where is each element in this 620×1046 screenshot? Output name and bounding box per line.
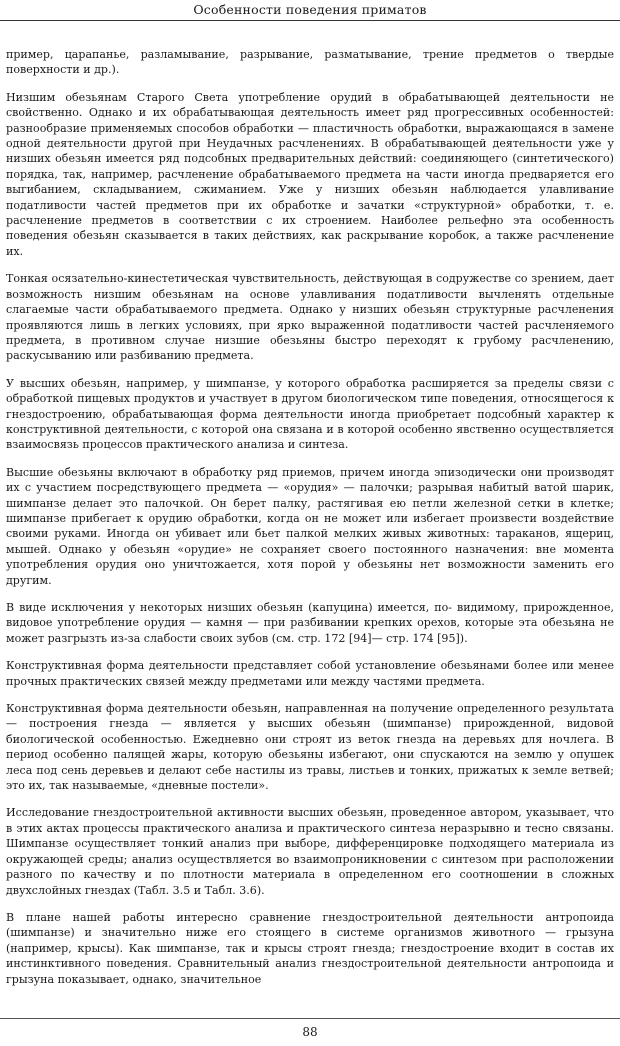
- paragraph-capuchin-exception: В виде исключения у некоторых низших обезьян (капуцина) имеется, по- видимому, прирожденное, видовое употребление орудия — камня — при разбивании крепких орехов, которые эта обезьяна не может разгрызть из-за слабости своих зубов (см. стр. 172 [94]— стр. 174 [95]).: [6, 601, 614, 645]
- paragraph-tactile-sensitivity: Тонкая осязательно-кинестетическая чувствительность, действующая в содружестве со зрением, дает возможность низшим обезьянам на основе улавливания податливости вычленять отдельные слагаемые части обрабатываемого предмета. Однако у низших обезьян структурные расчленения проявляются лишь в легких условиях, при ярко выраженной податливости частей расчленяемого предмета, в противном случае низшие обезьяны быстро переходят к грубому расчленению, раскусыванию или разбиванию предмета.: [6, 272, 614, 363]
- running-title: Особенности поведения приматов: [193, 2, 427, 17]
- paragraph-constructive-form-definition: Конструктивная форма деятельности представляет собой установление обезьянами более или менее прочных практических связей между предметами или между частями предмета.: [6, 659, 614, 688]
- paragraph-nest-building: Конструктивная форма деятельности обезьян, направленная на получение определенного результата — построения гнезда — является у высших обезьян (шимпанзе) прирожденной, видовой биологической особенностью. Ежедневно они строят из веток гнезда на деревьях для ночлега. В период особенно палящей жары, которую обезьяны избегают, они спускаются на землю у опушек леса под сень деревьев и делают себе настилы из травы, листьев и тонких, прижатых к земле ветвей; это их, так называемые, «дневные постели».: [6, 702, 614, 793]
- paragraph-continuation: пример, царапанье, разламывание, разрывание, разматывание, трение предметов о твердые поверхности и др.).: [6, 48, 614, 77]
- footer-rule: [0, 1018, 620, 1019]
- paragraph-higher-apes-processing: У высших обезьян, например, у шимпанзе, у которого обработка расширяется за пределы связи с обработкой пищевых продуктов и участвует в другом биологическом типе поведения, относящегося к гнездостроению, обрабатывающая форма деятельности иногда приобретает подсобный характер к конструктивной деятельности, с которой она связана и в которой особенно явственно осуществляется взаимосвязь процессов практического анализа и синтеза.: [6, 376, 614, 452]
- page-number: 88: [302, 1025, 318, 1039]
- page-header: [0, 0, 620, 22]
- paragraph-higher-apes-techniques: Высшие обезьяны включают в обработку ряд приемов, причем иногда эпизодически они производят их с участием посредствующего предмета — «орудия» — палочки; разрывая набитый ватой шарик, шимпанзе делает это палочкой. Он берет палку, растягивая ею петли железной сетки в клетке; шимпанзе прибегает к орудию обработки, когда он не может или избегает произвести воздействие своими руками. Иногда он убивает или бьет палкой мелких живых животных: тараканов, ящериц, мышей. Однако у обезьян «орудие» не сохраняет своего постоянного назначения: вне момента употребления орудия оно уничтожается, хотя порой у обезьяны нет возможности заменить его другим.: [6, 465, 614, 587]
- header-rule: [0, 20, 620, 21]
- body-text: [6, 47, 614, 997]
- paragraph-comparison: В плане нашей работы интересно сравнение гнездостроительной деятельности антропоида (шимпанзе) и значительно ниже его стоящего в системе организмов животного — грызуна (например, крысы). Как шимпанзе, так и крысы строят гнезда; гнездостроение входит в состав их инстинктивного поведения. Сравнительный анализ гнездостроительной деятельности антропоида и грызуна показывает, однако, значительное: [6, 910, 614, 986]
- paragraph-nest-research: Исследование гнездостроительной активности высших обезьян, проведенное автором, указывает, что в этих актах процессы практического анализа и практического синтеза неразрывно и тесно связаны. Шимпанзе осуществляет тонкий анализ при выборе, дифференцировке подходящего материала из окружающей среды; анализ осуществляется во взаимопроникновении с синтезом при расположении разного по качеству и по плотности материала в определенном его соотношении в сложных двухслойных гнездах (Табл. 3.5 и Табл. 3.6).: [6, 806, 614, 897]
- paragraph-lower-monkeys-tools: Низшим обезьянам Старого Света употребление орудий в обрабатывающей деятельности не свойственно. Однако и их обрабатывающая деятельность имеет ряд прогрессивных особенностей: разнообразие применяемых способов обработки — пластичность обработки, выражающаяся в замене одной деятельности другой при Неудачных расчленениях. В обрабатывающей деятельности уже у низших обезьян имеется ряд подсобных предварительных действий: соединяющего (синтетического) порядка, так, например, расчленение обрабатываемого предмета на части иногда предваряется его выгибанием, складыванием, сжиманием. Уже у низших обезьян наблюдается улавливание податливости частей предметов при их обработке и зачатки «структурной» обработки, т. е. расчленение предметов в соответствии с их строением. Наиболее рельефно эта особенность поведения обезьян сказывается в таких действиях, как раскрывание коробок, а также расчленение их.: [6, 90, 614, 258]
